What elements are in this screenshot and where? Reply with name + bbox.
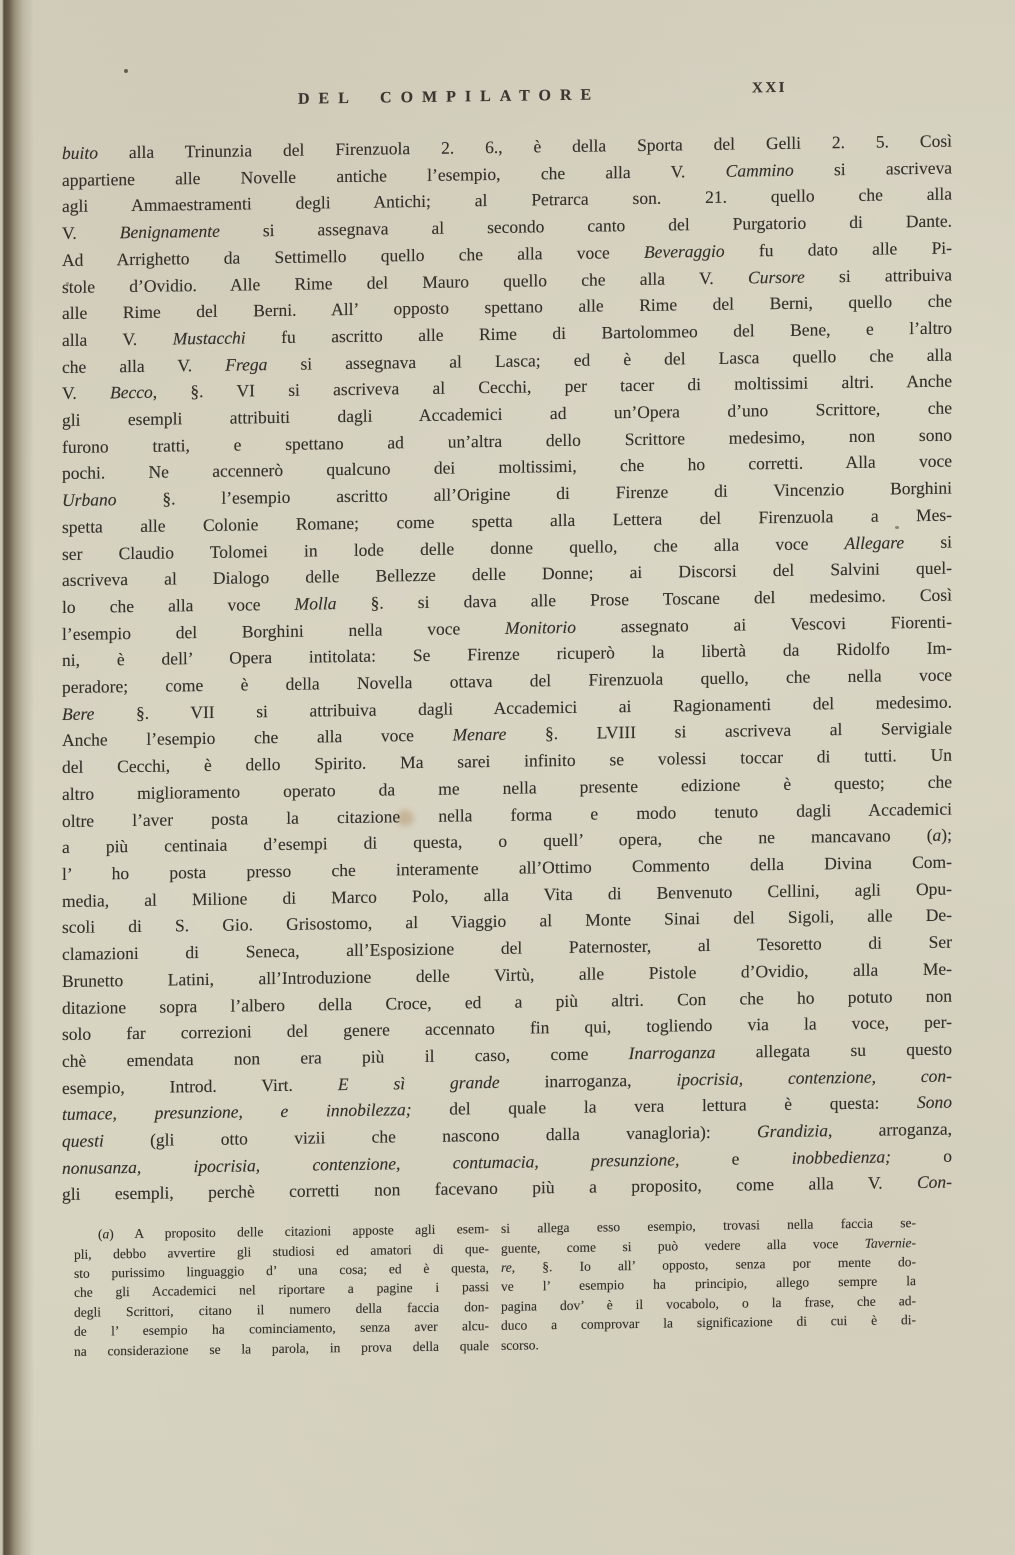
- text-line: (a) A proposito delle citazioni apposte agli esem-: [98, 1221, 489, 1242]
- main-text: [62, 128, 952, 1209]
- running-header: [62, 80, 952, 118]
- text-line: V. Benignamente si assegnava al secondo canto del Purgatorio di Dante.: [62, 210, 952, 244]
- text-line: gli esempli attribuiti dagli Accademici ad un’Opera d’uno Scrittore, che: [62, 397, 952, 431]
- text-line: agli Ammaestramenti degli Antichi; al Petrarca son. 21. quello che alla: [62, 183, 952, 217]
- ink-speck: [124, 69, 128, 73]
- text-line: clamazioni di Seneca, all’Esposizione del Paternoster, al Tesoretto di Ser: [62, 931, 952, 965]
- text-line: Ad Arrighetto da Settimello quello che alla voce Beveraggio fu dato alle Pi-: [62, 237, 952, 270]
- text-line: ni, è dell’ Opera intitolata: Se Firenze ricuperò la libertà da Ridolfo Im-: [62, 637, 952, 671]
- text-line: ascriveva al Dialogo delle Bellezze delle Donne; ai Discorsi del Salvini quel-: [62, 557, 952, 591]
- text-line: de l’ esempio ha cominciamento, senza aver alcu-: [74, 1318, 489, 1339]
- text-line: na considerazione se la parola, in prova della quale: [74, 1337, 489, 1359]
- binding-edge: [0, 0, 36, 1555]
- text-line: chè emendata non era più il caso, come Inarroganza allegata su questo: [62, 1038, 952, 1071]
- text-line: alle Rime del Berni. All’ opposto spettano alle Rime del Berni, quello che: [62, 290, 952, 324]
- text-line: oltre l’aver posta la citazione nella forma e modo tenuto dagli Accademici: [62, 798, 952, 831]
- text-line: pochi. Ne accennerò qualcuno dei moltissimi, che ho corretti. Alla voce: [62, 451, 952, 484]
- text-line: nonusanza, ipocrisia, contenzione, contumacia, presunzione, e inobbedienza; o: [62, 1145, 952, 1178]
- text-line: duco a comprovar la significazione di cui è di-: [501, 1312, 916, 1334]
- text-line: l’ ho posta presso che interamente all’Ottimo Commento della Divina Com-: [62, 851, 952, 884]
- text-line: degli Scrittori, citano il numero della faccia don-: [74, 1298, 489, 1320]
- text-line: alla V. Mustacchi fu ascritto alle Rime di Bartolommeo del Bene, e l’altro: [62, 317, 953, 350]
- text-line: che gli Accademici nel riportare a pagine i passi: [74, 1279, 489, 1301]
- text-line: Brunetto Latini, all’Introduzione delle Virtù, alle Pistole d’Ovidio, alla Me-: [62, 958, 952, 991]
- text-line: ser Claudio Tolomei in lode delle donne quello, che alla voce Allegare si: [62, 531, 952, 564]
- text-line: guente, come si può vedere alla voce Tavernie-: [501, 1234, 916, 1256]
- page-title: DEL COMPILATORE: [298, 86, 601, 108]
- text-line: altro miglioramento operato da me nella presente edizione è questo; che: [62, 771, 952, 804]
- text-line: a più centinaia d’esempi di questa, o quell’ opera, che ne mancavano (a);: [62, 824, 952, 858]
- text-line: scoli di S. Gio. Grisostomo, al Viaggio al Monte Sinai del Sigoli, alle De-: [62, 904, 952, 938]
- text-line: stole d’Ovidio. Alle Rime del Mauro quello che alla V. Cursore si attribuiva: [62, 264, 952, 297]
- text-line: sto purissimo linguaggio d’ una cosa; ed è questa,: [74, 1259, 489, 1281]
- footnotes: [74, 1213, 916, 1361]
- text-line: spetta alle Colonie Romane; come spetta alla Lettera del Firenzuola a Mes-: [62, 504, 952, 537]
- text-line: Urbano §. l’esempio ascritto all’Origine di Firenze di Vincenzio Borghini: [62, 477, 952, 511]
- text-line: gli esempli, perchè corretti non facevano più a proposito, come alla V. Con-: [62, 1171, 952, 1205]
- text-line: esempio, Introd. Virt. E sì grande inarroganza, ipocrisia, contenzione, con-: [62, 1065, 952, 1098]
- page-number: XXI: [752, 79, 788, 97]
- text-line: tumace, presunzione, e innobilezza; del quale la vera lettura è questa: Sono: [62, 1091, 952, 1125]
- text-line: pagina dov’ è il vocabolo, o la frase, che ad-: [501, 1292, 916, 1314]
- footnote-right-column: [501, 1213, 916, 1355]
- text-line: che alla V. Frega si assegnava al Lasca; ed è del Lasca quello che alla: [62, 344, 952, 377]
- text-line: l’esempio del Borghini nella voce Monitorio assegnato ai Vescovi Fiorenti-: [62, 611, 952, 644]
- text-line: Anche l’esempio che alla voce Menare §. LVIII si ascriveva al Servigiale: [62, 718, 952, 751]
- footnote-left-column: [74, 1219, 489, 1361]
- text-line: solo far correzioni del genere accennato fin qui, togliendo via la voce, per-: [62, 1011, 952, 1045]
- text-line: V. Becco, §. VI si ascriveva al Cecchi, per tacer di moltissimi altri. Anche: [62, 370, 952, 404]
- text-line: re, §. Io all’ opposto, senza por mente do-: [501, 1254, 916, 1275]
- text-line: ditazione sopra l’albero della Croce, ed a più altri. Con che ho potuto non: [62, 985, 952, 1018]
- text-line: scorso.: [501, 1336, 539, 1353]
- text-line: si allega esso esempio, trovasi nella faccia se-: [501, 1215, 916, 1236]
- text-line: del Cecchi, è dello Spirito. Ma sarei infinito se volessi toccar di tutti. Un: [62, 744, 952, 778]
- text-line: lo che alla voce Molla §. si dava alle Prose Toscane del medesimo. Così: [62, 584, 952, 617]
- page-content: [62, 80, 952, 1361]
- text-line: questi (gli otto vizii che nascono dalla vanagloria): Grandizia, arroganza,: [62, 1118, 953, 1152]
- text-line: ve l’ esempio ha principio, allego sempre la: [501, 1273, 916, 1295]
- text-line: pli, debbo avvertire gli studiosi ed amatori di que-: [74, 1240, 489, 1262]
- text-line: appartiene alle Novelle antiche l’esempio, che alla V. Cammino si ascriveva: [62, 157, 952, 190]
- text-line: buito alla Trinunzia del Firenzuola 2. 6., è della Sporta del Gelli 2. 5. Così: [62, 130, 952, 163]
- text-line: media, al Milione di Marco Polo, alla Vita di Benvenuto Cellini, agli Opu-: [62, 878, 952, 911]
- text-line: Bere §. VII si attribuiva dagli Accademici ai Ragionamenti del medesimo.: [62, 691, 952, 724]
- text-line: peradore; come è della Novella ottava del Firenzuola quello, che nella voce: [62, 664, 952, 698]
- text-line: furono tratti, e spettano ad un’altra dello Scrittore medesimo, non sono: [62, 424, 952, 457]
